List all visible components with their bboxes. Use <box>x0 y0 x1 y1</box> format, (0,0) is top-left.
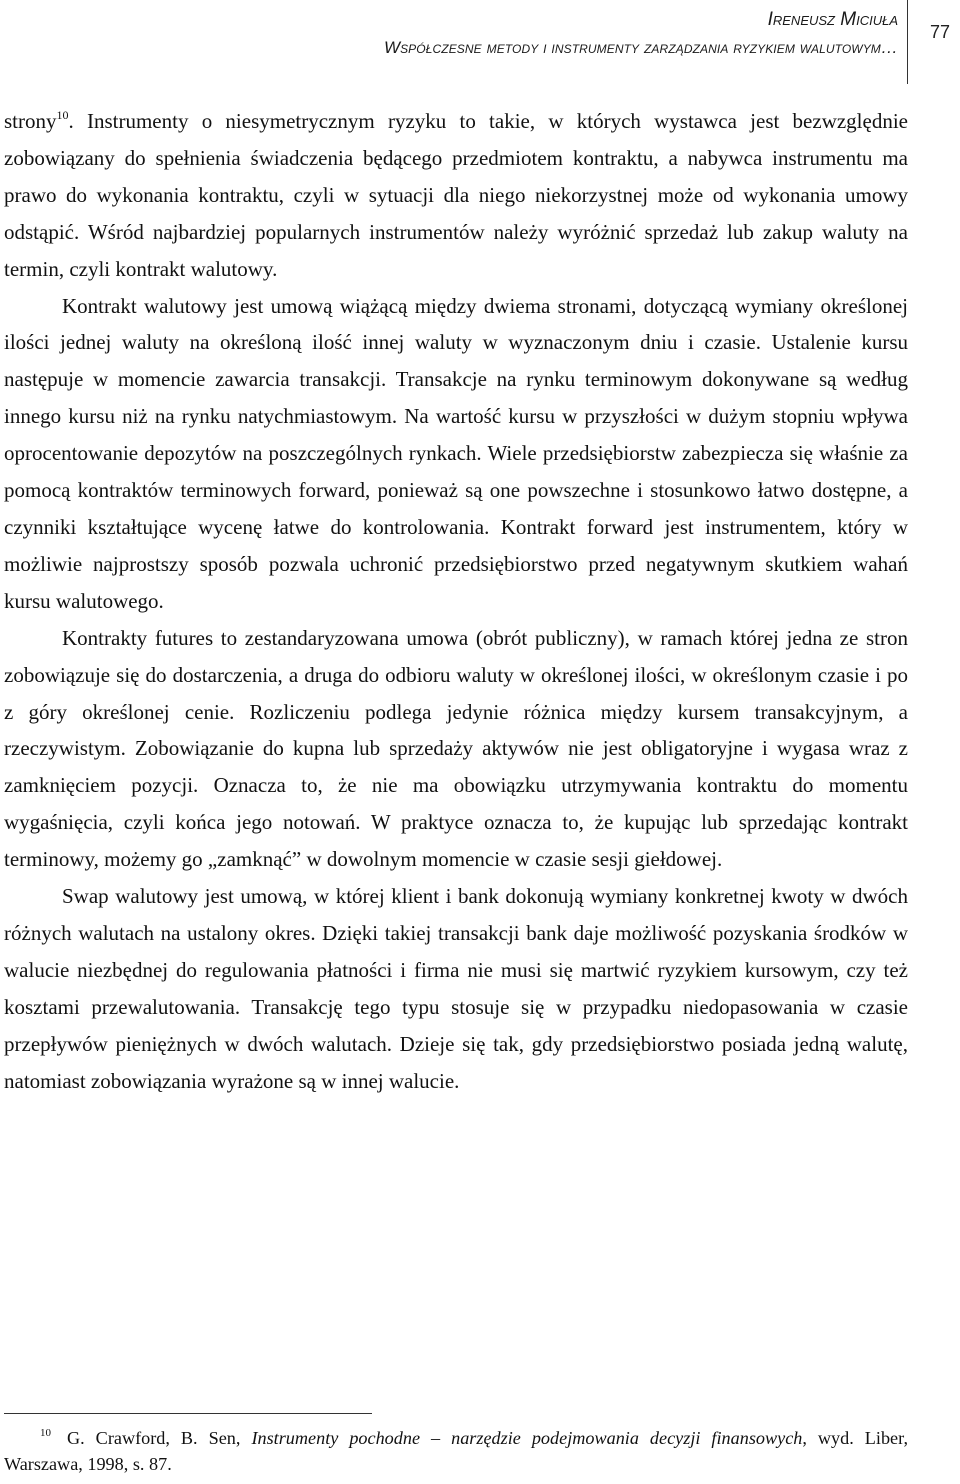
footnote-work-title: Instrumenty pochodne – narzędzie podejmowania decyzji finansowych <box>251 1428 803 1448</box>
page-body <box>4 103 908 1099</box>
paragraph-3: Kontrakty futures to zestandaryzowana umowa (obrót publiczny), w ramach której jedna ze stron zobowiązuje się do dostarczenia, a druga do odbioru waluty w określonej ilości, w określonym czasie i po z góry określonej cenie. Rozliczeniu podlega jedynie różnica między kursem transakcyjnym, a rzeczywistym. Zobowiązanie do kupna lub sprzedaży aktywów nie jest obligatoryjne i wygasa wraz z zamknięciem pozycji. Oznacza to, że nie ma obowiązku utrzymywania kontraktu do momentu wygaśnięcia, czyli końca jego notowań. W praktyce oznacza to, że kupując lub sprzedając kontrakt terminowy, możemy go „zamknąć” w dowolnym momencie w czasie sesji giełdowej. <box>4 625 908 872</box>
footnote-authors: G. Crawford, B. Sen, <box>67 1428 252 1448</box>
paragraph-4: Swap walutowy jest umową, w której klient i bank dokonują wymiany konkretnej kwoty w dwóch różnych walutach na ustalony okres. Dzięki takiej transakcji bank daje możliwość pozyskania środków w walucie niezbędnej do regulowania płatności i firma nie musi się martwić ryzykiem kursowym, czy też kosztami przewalutowania. Transakcję tego typu stosuje się w przypadku niedopasowania w czasie przepływów pieniężnych w dwóch walutach. Dzieje się tak, gdy przedsiębiorstwo posiada jedną walutę, natomiast zobowiązania wyrażone są w innej walucie. <box>4 884 908 1093</box>
running-header <box>384 6 898 62</box>
paragraph-1-start: strony <box>4 109 57 133</box>
header-divider <box>907 0 908 84</box>
page-number: 77 <box>929 22 950 42</box>
paragraph-1 <box>4 103 908 288</box>
paragraph-2: Kontrakt walutowy jest umową wiążącą między dwiema stronami, dotyczącą wymiany określonej ilości jednej waluty na określoną ilość innej waluty w wyznaczonym dniu i czasie. Ustalenie kursu następuje w momencie zawarcia transakcji. Transakcje na rynku terminowym dokonywane są według innego kursu niż na rynku natychmiastowym. Na wartość kursu w przyszłości w dużym stopniu wpływa oprocentowanie depozytów na poszczególnych rynkach. Wiele przedsiębiorstw zabezpiecza się właśnie za pomocą kontraktów terminowych forward, ponieważ są one powszechne i stosunkowo łatwo dostępne, a czynniki kształtujące wycenę łatwe do kontrolowania. Kontrakt forward jest instrumentem, który w możliwie najprostszy sposób pozwala uchronić przedsiębiorstwo przed negatywnym skutkiem wahań kursu walutowego. <box>4 293 908 613</box>
footnote-number: 10 <box>40 1427 51 1439</box>
paragraph-1-text: . Instrumenty o niesymetrycznym ryzyku to takie, w których wystawca jest bezwzględnie zobowiązany do spełnienia świadczenia będącego przedmiotem kontraktu, a nabywca instrumentu ma prawo do wykonania kontraktu, czyli w sytuacji dla niego niekorzystnej może od wykonania umowy odstąpić. Wśród najbardziej popularnych instrumentów należy wyróżnić sprzedaż lub zakup waluty na termin, czyli kontrakt walutowy. <box>4 109 908 281</box>
footnote <box>4 1425 908 1477</box>
header-title: Współczesne metody i instrumenty zarządzania ryzykiem walutowym… <box>383 38 898 57</box>
page-header <box>0 0 960 84</box>
footnote-reference[interactable]: 10 <box>56 108 69 122</box>
header-author: Ireneusz Miciuła <box>767 9 898 30</box>
footnote-publisher: , wyd. Liber, Warszawa, 1998, s. 87. <box>4 1428 908 1474</box>
footnote-divider <box>4 1413 372 1414</box>
